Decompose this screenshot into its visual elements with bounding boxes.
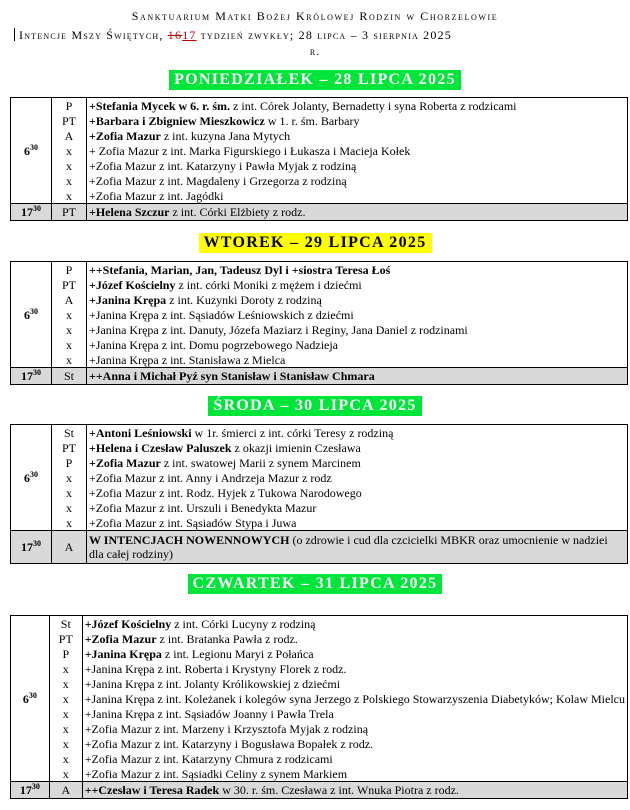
evening-intention-row <box>11 782 628 799</box>
celebrant-code: P <box>49 646 82 661</box>
intention-text: +Zofia Mazur z int. Katarzyny Chmura z rodzicami <box>82 751 627 766</box>
mass-time: $17^{30}$ <box>11 782 50 799</box>
celebrant-code: A <box>52 531 87 564</box>
celebrant-code: x <box>49 766 82 782</box>
celebrant-code: x <box>52 470 87 485</box>
intention-text: +Janina Krępa z int. Stanisława z Mielca <box>87 352 628 368</box>
day-heading <box>0 233 630 253</box>
celebrant-code: PT <box>52 440 87 455</box>
intention-text: +Antoni Leśniowski w 1r. śmierci z int. córki Teresy z rodziną <box>87 425 628 441</box>
corrected-week: 17 <box>182 28 197 42</box>
mass-time: $17^{30}$ <box>11 204 52 221</box>
intention-text: +Janina Krępa z int. Domu pogrzebowego Nadzieja <box>87 337 628 352</box>
intention-row <box>11 425 628 441</box>
intention-text: W INTENCJACH NOWENNOWYCH (o zdrowie i cud dla czcicielki MBKR oraz umocnienie w nadziei dla całej rodziny) <box>87 531 628 564</box>
intention-row <box>11 128 628 143</box>
intention-text: +Janina Krępa z int. Jolanty Królikowskiej z dziećmi <box>82 676 627 691</box>
intention-text: +Zofia Mazur z int. Katarzyny i Bogusława Bopałek z rodz. <box>82 736 627 751</box>
intention-row <box>11 158 628 173</box>
intention-text: +Zofia Mazur z int. Anny i Andrzeja Mazur z rodz <box>87 470 628 485</box>
celebrant-code: x <box>52 143 87 158</box>
day-title: PONIEDZIAŁEK – 28 LIPCA 2025 <box>169 70 461 90</box>
mass-intentions-table <box>10 424 628 564</box>
intention-text: +Zofia Mazur z int. Bratanka Pawła z rodz. <box>82 631 627 646</box>
intention-row <box>11 676 628 691</box>
mass-intentions-table <box>10 261 628 385</box>
celebrant-code: A <box>52 128 87 143</box>
celebrant-code: A <box>49 782 82 799</box>
intention-text: +Zofia Mazur z int. Sąsiadów Stypa i Juwa <box>87 515 628 531</box>
intention-text: + Zofia Mazur z int. Marka Figurskiego i Łukasza i Macieja Kołek <box>87 143 628 158</box>
intention-row <box>11 691 628 706</box>
intention-row <box>11 751 628 766</box>
intention-text: ++Stefania, Marian, Jan, Tadeusz Dyl i +siostra Teresa Łoś <box>87 262 628 278</box>
celebrant-code: x <box>52 158 87 173</box>
intention-row <box>11 143 628 158</box>
intention-text: ++Czesław i Teresa Radek w 30. r. śm. Czesława z int. Wnuka Piotra z rodz. <box>82 782 627 799</box>
celebrant-code: x <box>52 352 87 368</box>
day-title: WTOREK – 29 LIPCA 2025 <box>199 233 432 253</box>
celebrant-code: x <box>49 721 82 736</box>
intention-text: +Zofia Mazur z int. Katarzyny i Pawła Myjak z rodziną <box>87 158 628 173</box>
day-title: CZWARTEK – 31 LIPCA 2025 <box>188 574 443 594</box>
intention-row <box>11 455 628 470</box>
intention-text: +Józef Kościelny z int. córki Moniki z mężem i dziećmi <box>87 277 628 292</box>
intention-row <box>11 631 628 646</box>
intention-row <box>11 337 628 352</box>
mass-time: $6^{30}$ <box>11 262 52 368</box>
celebrant-code: x <box>52 515 87 531</box>
day-heading <box>0 70 630 90</box>
celebrant-code: x <box>49 736 82 751</box>
intention-row <box>11 292 628 307</box>
intention-row <box>11 721 628 736</box>
celebrant-code: P <box>52 262 87 278</box>
intention-text: +Zofia Mazur z int. Magdaleny i Grzegorza z rodziną <box>87 173 628 188</box>
celebrant-code: x <box>52 322 87 337</box>
celebrant-code: x <box>52 500 87 515</box>
celebrant-code: PT <box>52 204 87 221</box>
intention-row <box>11 352 628 368</box>
mass-intentions-table <box>10 97 628 221</box>
intention-text: +Józef Kościelny z int. Córki Lucyny z rodziną <box>82 616 627 632</box>
celebrant-code: x <box>49 706 82 721</box>
intention-row <box>11 113 628 128</box>
evening-intention-row <box>11 368 628 385</box>
evening-intention-row <box>11 531 628 564</box>
celebrant-code: P <box>52 455 87 470</box>
celebrant-code: St <box>52 425 87 441</box>
celebrant-code: x <box>49 676 82 691</box>
celebrant-code: x <box>49 661 82 676</box>
intention-text: +Zofia Mazur z int. Sąsiadki Celiny z synem Markiem <box>82 766 627 782</box>
intention-text: +Zofia Mazur z int. Urszuli i Benedykta Mazur <box>87 500 628 515</box>
intention-row <box>11 307 628 322</box>
intention-text: +Janina Krępa z int. Sąsiadów Leśniowskich z dziećmi <box>87 307 628 322</box>
intention-text: +Helena i Czesław Paluszek z okazji imienin Czesława <box>87 440 628 455</box>
celebrant-code: x <box>52 337 87 352</box>
intentions-subtitle: Intencje Mszy Świętych, 1617 tydzień zwykły; 28 lipca – 3 sierpnia 2025 <box>14 28 624 43</box>
intention-row <box>11 277 628 292</box>
intention-text: +Zofia Mazur z int. kuzyna Jana Mytych <box>87 128 628 143</box>
mass-time: $6^{30}$ <box>11 98 52 204</box>
mass-time: $6^{30}$ <box>11 616 50 782</box>
celebrant-code: x <box>52 188 87 204</box>
day-heading <box>0 396 630 416</box>
intention-row <box>11 98 628 114</box>
celebrant-code: x <box>52 485 87 500</box>
intention-row <box>11 616 628 632</box>
mass-time: $17^{30}$ <box>11 531 52 564</box>
mass-time: $17^{30}$ <box>11 368 52 385</box>
intention-text: +Janina Krępa z int. Legionu Maryi z Połańca <box>82 646 627 661</box>
evening-intention-row <box>11 204 628 221</box>
celebrant-code: St <box>52 368 87 385</box>
day-title: ŚRODA – 30 LIPCA 2025 <box>208 396 421 416</box>
celebrant-code: St <box>49 616 82 632</box>
celebrant-code: A <box>52 292 87 307</box>
intention-row <box>11 173 628 188</box>
intention-text: +Barbara i Zbigniew Mieszkowicz w 1. r. śm. Barbary <box>87 113 628 128</box>
sanctuary-title: Sanktuarium Matki Bożej Królowej Rodzin w Chorzelowie <box>131 9 499 23</box>
celebrant-code: x <box>49 751 82 766</box>
intention-text: +Janina Krępa z int. Kuzynki Doroty z rodziną <box>87 292 628 307</box>
celebrant-code: P <box>52 98 87 114</box>
intention-text: +Stefania Mycek w 6. r. śm. z int. Córek Jolanty, Bernadetty i syna Roberta z rodzicami <box>87 98 628 114</box>
intention-text: +Janina Krępa z int. Koleżanek i kolegów syna Jerzego z Polskiego Stowarzyszenia Diabetyków; Kolaw Mielcu <box>82 691 627 706</box>
intention-text: ++Anna i Michał Pyź syn Stanisław i Stanisław Chmara <box>87 368 628 385</box>
intention-row <box>11 736 628 751</box>
intention-row <box>11 440 628 455</box>
intention-row <box>11 470 628 485</box>
intention-text: +Zofia Mazur z int. swatowej Marii z synem Marcinem <box>87 455 628 470</box>
intention-row <box>11 661 628 676</box>
intention-text: +Zofia Mazur z int. Marzeny i Krzysztofa Myjak z rodziną <box>82 721 627 736</box>
day-heading <box>0 574 630 594</box>
intention-row <box>11 515 628 531</box>
celebrant-code: x <box>52 307 87 322</box>
mass-intentions-table <box>10 615 628 799</box>
mass-time: $6^{30}$ <box>11 425 52 531</box>
celebrant-code: x <box>52 173 87 188</box>
intention-row <box>11 322 628 337</box>
intention-text: +Helena Szczur z int. Córki Elżbiety z rodz. <box>87 204 628 221</box>
celebrant-code: PT <box>52 277 87 292</box>
intention-row <box>11 188 628 204</box>
subtitle-continuation: r. <box>309 44 321 58</box>
intention-text: +Zofia Mazur z int. Jagódki <box>87 188 628 204</box>
intention-row <box>11 646 628 661</box>
intention-row <box>11 706 628 721</box>
strikethrough-week: 16 <box>167 28 183 42</box>
intention-row <box>11 262 628 278</box>
celebrant-code: PT <box>49 631 82 646</box>
intention-text: +Janina Krępa z int. Sąsiadów Joanny i Pawła Trela <box>82 706 627 721</box>
intention-row <box>11 500 628 515</box>
intention-text: +Zofia Mazur z int. Rodz. Hyjek z Tukowa Narodowego <box>87 485 628 500</box>
intention-text: +Janina Krępa z int. Roberta i Krystyny Florek z rodz. <box>82 661 627 676</box>
celebrant-code: PT <box>52 113 87 128</box>
intention-text: +Janina Krępa z int. Danuty, Józefa Maziarz i Reginy, Jana Daniel z rodzinami <box>87 322 628 337</box>
celebrant-code: x <box>49 691 82 706</box>
intention-row <box>11 766 628 782</box>
intention-row <box>11 485 628 500</box>
